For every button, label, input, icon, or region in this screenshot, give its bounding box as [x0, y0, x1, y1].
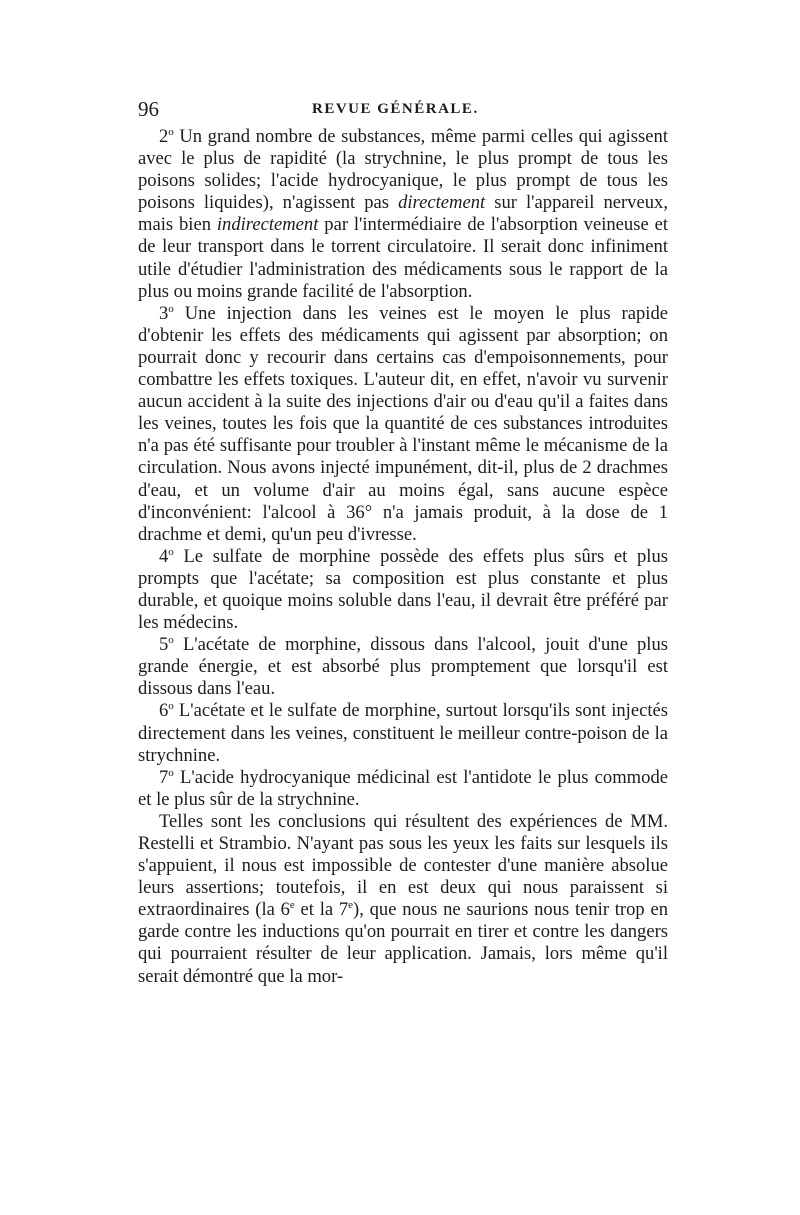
paragraph-number: 3 [159, 302, 169, 324]
ordinal-mark: o [168, 125, 174, 138]
ordinal-mark: o [168, 700, 174, 713]
italic-run: indirectement [216, 214, 319, 236]
text-run: ), que nous ne saurions nous tenir trop en garde contre les inductions qu'on pourrait en tirer et contre les dangers qui pourraient résulter de leur application. Jamais, lors même qu'il serait démontré que la mor- [138, 899, 668, 987]
ordinal-mark: o [168, 302, 174, 315]
paragraph-3 [138, 303, 668, 546]
superscript-run: e [348, 899, 354, 912]
paragraph-7 [138, 767, 668, 811]
body-text [138, 126, 668, 988]
ordinal-mark: o [168, 633, 174, 646]
paragraph-number: 6 [159, 700, 169, 722]
text-run: L'acétate et le sulfate de morphine, surtout lorsqu'ils sont injectés directement dans les veines, constituent le meilleur contre-poison de la strychnine. [138, 700, 668, 766]
paragraph-2 [138, 126, 668, 303]
text-run: Telles sont les conclusions qui résultent des expériences de MM. Restelli et Strambio. N'ayant pas sous les yeux les faits sur lesquels ils s'appuient, il nous est impossible de contester d'une manière absolue leurs assertions; toutefois, il en est deux qui nous paraissent si extraordinaires (la 6 [138, 810, 668, 921]
superscript-run: e [289, 899, 295, 912]
text-run: L'acide hydrocyanique médicinal est l'antidote le plus commode et le plus sûr de la strychnine. [138, 766, 668, 810]
paragraph-5 [138, 634, 668, 700]
italic-run: directement [398, 192, 486, 214]
text-run: Une injection dans les veines est le moyen le plus rapide d'obtenir les effets des médicaments qui agissent par absorption; on pourrait donc y recourir dans certains cas d'empoisonnements, pour combattre les effets toxiques. L'auteur dit, en effet, n'avoir vu survenir aucun accident à la suite des injections d'air ou d'eau qu'il a faites dans les veines, toutes les fois que la quantité de ces substances introduites n'a pas été suffisante pour troubler à l'instant même le mécanisme de la circulation. Nous avons injecté impunément, dit-il, plus de 2 drachmes d'eau, et un volume d'air au moins égal, sans aucune espèce d'inconvénient: l'alcool à 36° n'a jamais produit, à la dose de 1 drachme et demi, qu'un peu d'ivresse. [138, 302, 668, 545]
paragraph-number: 7 [159, 766, 169, 788]
paragraph-4 [138, 546, 668, 634]
page-number: 96 [138, 97, 159, 121]
text-run: Un grand nombre de substances, même parmi celles qui agissent avec le plus de rapidité (la strychnine, le plus prompt de tous les poisons solides; l'acide hydrocyanique, le plus prompt de tous les poisons liquides), n'agissent pas [138, 126, 668, 214]
text-run: sur l'appareil nerveux, mais bien [138, 192, 668, 236]
text-run: et la 7 [294, 899, 349, 921]
ordinal-mark: o [168, 766, 174, 779]
text-run: Le sulfate de morphine possède des effets plus sûrs et plus prompts que l'acétate; sa composition est plus constante et plus durable, et quoique moins soluble dans l'eau, il devrait être préféré par les médecins. [138, 545, 668, 634]
running-title: REVUE GÉNÉRALE. [312, 101, 479, 117]
paragraph-6 [138, 700, 668, 766]
ordinal-mark: o [168, 545, 174, 558]
paragraph-conclusion [138, 811, 668, 988]
text-run: par l'intermédiaire de l'absorption veineuse et de leur transport dans le torrent circulatoire. Il serait donc infiniment utile d'étudier l'administration des médicaments sous le rapport de la plus ou moins grande facilité de l'absorption. [138, 214, 668, 302]
paragraph-number: 4 [159, 545, 169, 567]
text-run: L'acétate de morphine, dissous dans l'alcool, jouit d'une plus grande énergie, et est absorbé plus promptement que lorsqu'il est dissous dans l'eau. [138, 634, 668, 700]
paragraph-number: 5 [159, 634, 169, 656]
paragraph-number: 2 [159, 126, 169, 147]
